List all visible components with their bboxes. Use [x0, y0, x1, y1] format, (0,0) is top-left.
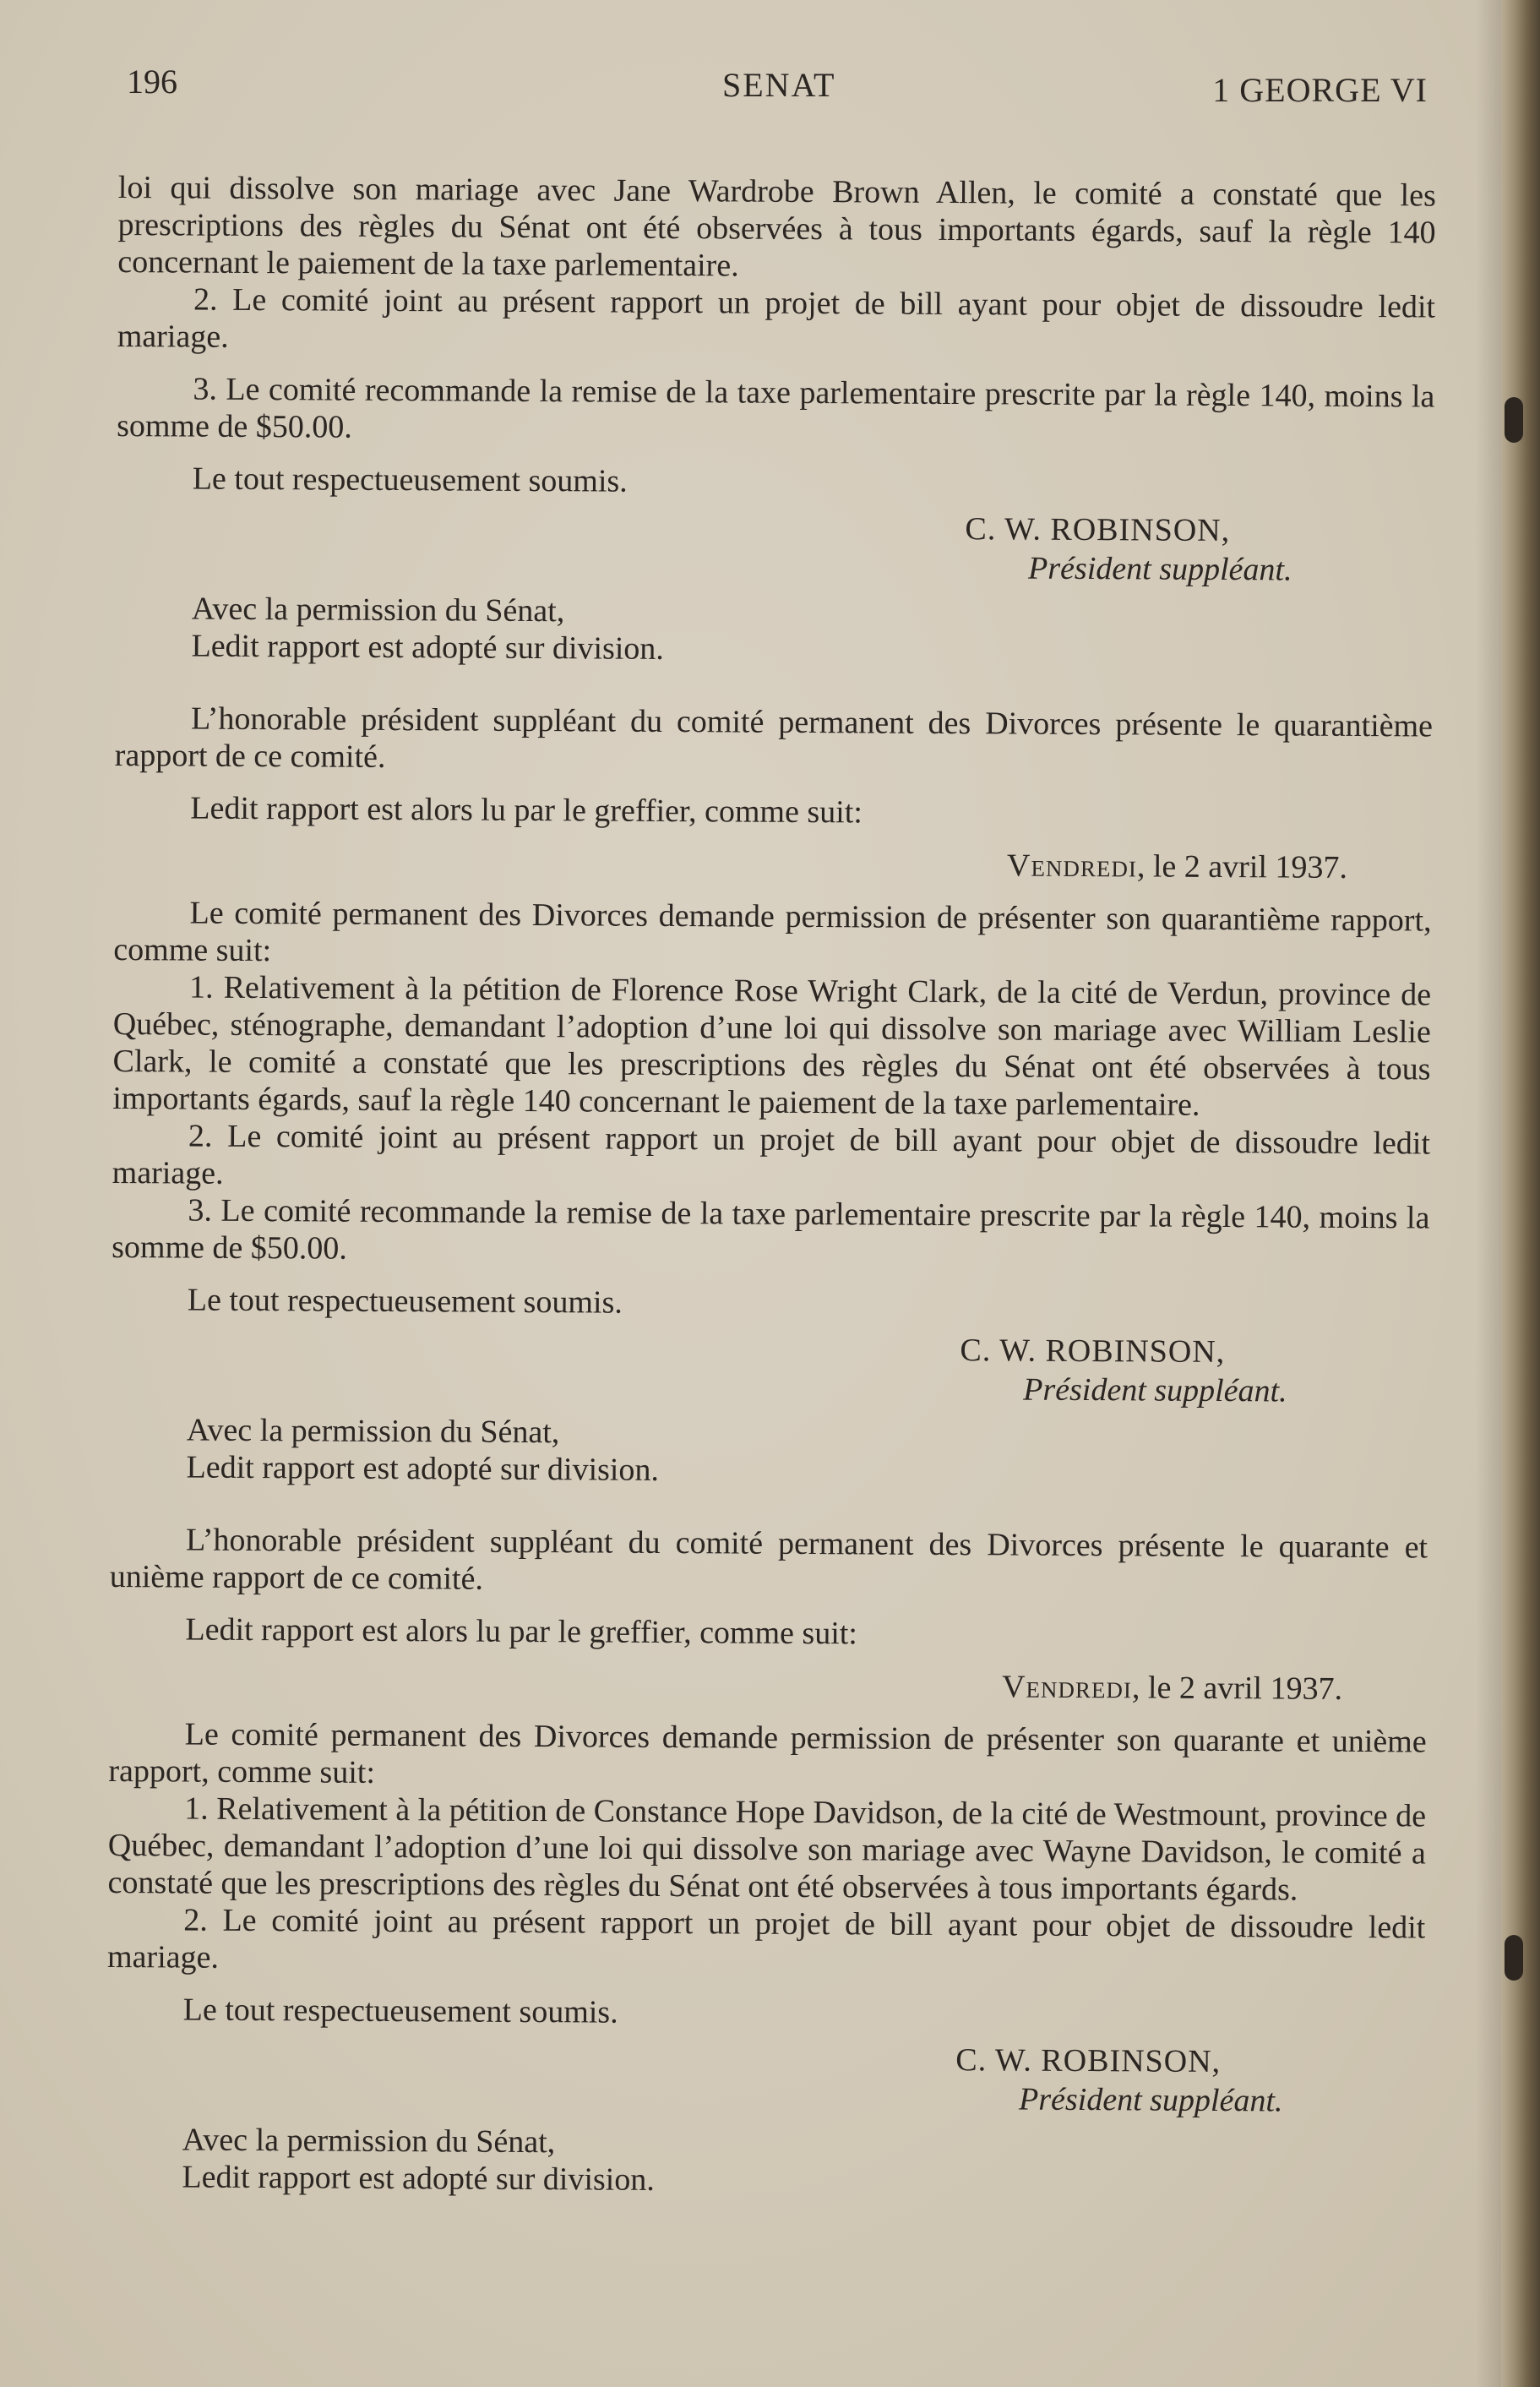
signature-title: Président suppléant. — [1018, 2081, 1283, 2119]
permission-line: Avec la permission du Sénat, — [191, 591, 565, 629]
report-date — [109, 1663, 1427, 1709]
report-request: Le comité permanent des Divorces demande permission de présenter son quarantième rapport, comme suit: — [113, 895, 1432, 969]
signature-title: Président suppléant. — [1023, 1371, 1287, 1409]
report-date — [114, 842, 1432, 887]
report-fortieth — [110, 700, 1433, 1494]
paragraph-3: 3. Le comité recommande la remise de la taxe parlementaire prescrite par la règle 140, moins la somme de $50.00. — [112, 1192, 1430, 1267]
submitted-line: Le tout respectueusement soumis. — [187, 1282, 623, 1321]
book-spine — [1501, 0, 1540, 2387]
paragraph-1: 1. Relativement à la pétition de Constance Hope Davidson, de la cité de Westmount, province de Québec, demandant l’adoption d’une loi qui dissolve son mariage avec Wayne Davidson, le comité a constaté que les prescriptions des règles du Sénat ont été observées à tous importants égards. — [107, 1790, 1427, 1908]
signature-block — [116, 505, 1434, 598]
paragraph-2: 2. Le comité joint au présent rapport un projet de bill ayant pour objet de dissoudre ledit mariage. — [106, 1902, 1426, 1976]
header-center-title: SENAT — [722, 66, 836, 104]
report-intro: L’honorable président suppléant du comité permanent des Divorces présente le quarantième rapport de ce comité. — [114, 700, 1434, 775]
paragraph-continued: loi qui dissolve son mariage avec Jane Wardrobe Brown Allen, le comité a constaté que les prescriptions des règles du Sénat ont été observées à tous importants égards, sauf la règle 140 concernant le paiement de la taxe parlementaire. — [117, 169, 1436, 284]
clerk-reading-line: Ledit rapport est alors lu par le greffier, comme suit: — [190, 790, 863, 831]
paragraph-2: 2. Le comité joint au présent rapport un projet de bill ayant pour objet de dissoudre ledit mariage. — [117, 281, 1436, 355]
report-date-rest: , le 2 avril 1937. — [1131, 1670, 1343, 1707]
adopted-line: Ledit rapport est adopté sur division. — [186, 1449, 660, 1488]
header-right-title: 1 GEORGE VI — [1212, 71, 1428, 109]
paragraph-3: 3. Le comité recommande la remise de la taxe parlementaire prescrite par la règle 140, moins la somme de $50.00. — [117, 371, 1435, 445]
report-request: Le comité permanent des Divorces demande permission de présenter son quarante et unième rapport, comme suit: — [108, 1716, 1427, 1790]
submitted-line: Le tout respectueusement soumis. — [182, 1992, 618, 2030]
adopted-line: Ledit rapport est adopté sur division. — [191, 628, 665, 667]
report-forty-first — [106, 1521, 1428, 2204]
signature-name: C. W. ROBINSON, — [955, 2042, 1222, 2080]
running-header — [127, 63, 1428, 109]
signature-block — [106, 2036, 1425, 2129]
page-gutter-shadow — [1476, 0, 1501, 2387]
binding-mark-upper — [1505, 397, 1523, 443]
signature-block — [111, 1327, 1429, 1420]
signature-name: C. W. ROBINSON, — [965, 511, 1231, 549]
report-date-day: Vendredi — [1006, 847, 1138, 885]
binding-mark-lower — [1505, 1935, 1523, 1981]
signature-title: Président suppléant. — [1028, 550, 1292, 588]
report-date-rest: , le 2 avril 1937. — [1136, 848, 1348, 886]
report-date-day: Vendredi — [1001, 1669, 1133, 1706]
submitted-line: Le tout respectueusement soumis. — [192, 461, 628, 499]
signature-name: C. W. ROBINSON, — [960, 1332, 1226, 1371]
report-continued — [115, 169, 1436, 673]
paragraph-1: 1. Relativement à la pétition de Florence Rose Wright Clark, de la cité de Verdun, province de Québec, sténographe, demandant l’adoption d’une loi qui dissolve son mariage avec William Leslie Clark, le comité a constaté que les prescriptions des règles du Sénat ont été observées à tous importants égards, sauf la règle 140 concernant le paiement de la taxe parlementaire. — [112, 969, 1432, 1123]
body-text — [106, 169, 1436, 2203]
paragraph-2: 2. Le comité joint au présent rapport un projet de bill ayant pour objet de dissoudre ledit mariage. — [112, 1118, 1431, 1191]
page-number: 196 — [127, 63, 177, 101]
adopted-line: Ledit rapport est adopté sur division. — [182, 2159, 655, 2198]
clerk-reading-line: Ledit rapport est alors lu par le greffier, comme suit: — [185, 1611, 858, 1652]
permission-line: Avec la permission du Sénat, — [186, 1412, 560, 1451]
permission-line: Avec la permission du Sénat, — [182, 2122, 556, 2161]
report-intro: L’honorable président suppléant du comité permanent des Divorces présente le quarante et unième rapport de ce comité. — [109, 1522, 1428, 1597]
